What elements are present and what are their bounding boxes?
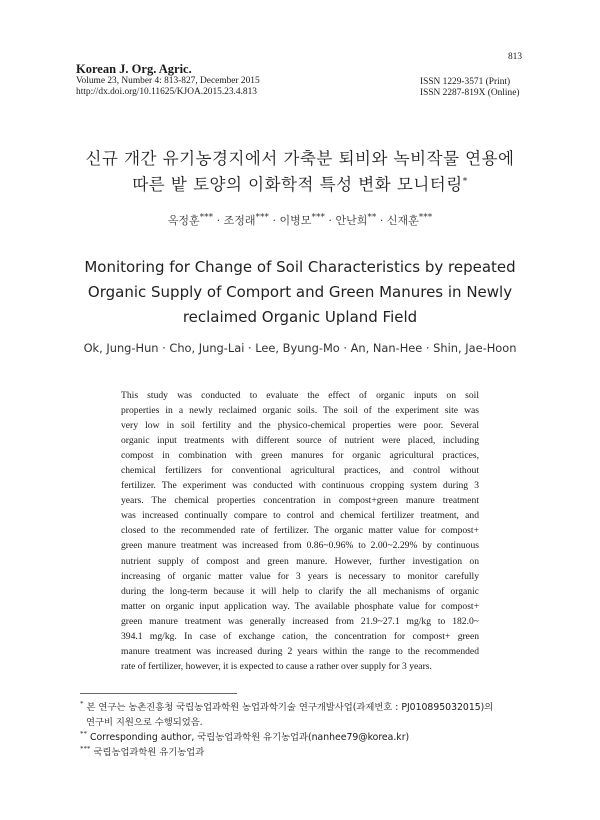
abstract-line: rate of fertilizer, however, it is expected to cause a rather over supply for 3 years. (121, 660, 432, 672)
english-title-line: Organic Supply of Comport and Green Manures in Newly (87, 283, 513, 301)
doi-link[interactable]: http://dx.doi.org/10.11625/KJOA.2015.23.4.813 (76, 86, 257, 97)
korean-authors (40, 212, 560, 228)
abstract-line: compost in combination with green manures for organic agricultural practices, (121, 450, 479, 462)
author-separator: · (213, 214, 224, 227)
abstract-line: properties in a newly reclaimed organic soils. The soil of the experiment site was (121, 405, 479, 417)
footnote-mark: * (80, 699, 84, 708)
abstract-line: chemical fertilizers for conventional agricultural practices, and control without (121, 465, 479, 477)
author-separator: · (269, 214, 280, 227)
footnote-divider (80, 693, 237, 694)
author-separator: · (376, 214, 387, 227)
abstract-line: years. The chemical properties concentration in compost+green manure treatment (121, 495, 479, 507)
abstract-line: was increased continually compare to control and chemical fertilizer treatment, and (121, 510, 479, 522)
footnote-funding (80, 700, 540, 715)
abstract-line: 394.1 mg/kg. In case of exchange cation, the concentration for compost+ green (121, 630, 479, 642)
footnote-text: 본 연구는 농촌진흥청 국립농업과학원 농업과학기술 연구개발사업(과제번호 : PJ010895032015)의 (86, 702, 494, 713)
abstract-line: organic input treatments with different source of nutrient were placed, including (121, 435, 479, 447)
author-ko: 이병모 (279, 214, 312, 227)
title-footnote-mark: * (462, 176, 468, 187)
footnote-text: 국립농업과학원 유기농업과 (93, 747, 205, 758)
author-mark: ** (367, 212, 377, 223)
footnote-corresponding (80, 730, 540, 745)
abstract-line: increasing of organic matter value for 3 years is necessary to monitor carefully (121, 570, 479, 582)
footnote-text: Corresponding author, 국립농업과학원 유기농업과(nanhee79@korea.kr) (90, 732, 410, 743)
korean-title (40, 146, 560, 198)
footnote-mark: *** (80, 744, 91, 753)
volume-line: Volume 23, Number 4: 813-827, December 2015 (76, 76, 260, 86)
abstract-line: during the long-term because it will help to clarify the all mechanisms of organic (121, 585, 479, 597)
abstract-line: green manure treatment was generally increased from 21.9~27.1 mg/kg to 182.0~ (121, 615, 479, 627)
english-title-line: Monitoring for Change of Soil Characteristics by repeated (84, 258, 516, 276)
author-separator: · (324, 214, 336, 227)
abstract-line: closed to the recommended rate of fertilizer. The organic matter value for compost+ (121, 525, 479, 537)
korean-title-line: 신규 개간 유기농경지에서 가축분 퇴비와 녹비작물 연용에 (85, 149, 515, 168)
abstract-line: This study was conducted to evaluate the effect of organic inputs on soil (121, 390, 479, 401)
page-number: 813 (507, 52, 522, 62)
author-mark: *** (255, 212, 270, 223)
author-mark: *** (418, 212, 433, 223)
english-title-line: reclaimed Organic Upland Field (182, 308, 418, 326)
author-mark: *** (199, 212, 214, 223)
author-ko: 옥정훈 (167, 214, 200, 227)
issn-online: ISSN 2287-819X (Online) (420, 87, 520, 98)
english-title (60, 255, 540, 330)
author-ko: 신재훈 (386, 214, 419, 227)
abstract-line: nutrient supply of compost and green manure. However, further investigation on (121, 555, 479, 567)
korean-title-line: 따른 밭 토양의 이화학적 특성 변화 모니터링* (132, 175, 468, 194)
issn-print: ISSN 1229-3571 (Print) (420, 77, 511, 87)
footnote-funding-cont: 연구비 지원으로 수행되었음. (86, 717, 203, 728)
abstract-line: fertilizer. The experiment was conducted with continuous cropping system during 3 (121, 480, 479, 492)
abstract-line: matter on organic input application way. The available phosphate value for compost+ (121, 600, 479, 612)
journal-name: Korean J. Org. Agric. (76, 62, 192, 76)
author-ko: 조정래 (223, 214, 256, 227)
issn-block (420, 77, 519, 98)
footnote-affiliation (80, 745, 540, 760)
abstract-line: green manure treatment was increased from 0.86~0.96% to 2.00~2.29% by continuous (121, 540, 479, 552)
abstract-line: very low in soil fertility and the physico-chemical properties were poor. Several (121, 420, 479, 432)
english-authors: Ok, Jung-Hun · Cho, Jung-Lai · Lee, Byung-Mo · An, Nan-Hee · Shin, Jae-Hoon (83, 341, 517, 355)
abstract-line: manure treatment was increased during 2 years within the range to the recommended (121, 645, 479, 657)
footnote-mark: ** (80, 729, 87, 738)
author-ko: 안난희 (335, 214, 368, 227)
abstract (121, 388, 479, 674)
author-mark: *** (311, 212, 325, 223)
footnotes (80, 700, 540, 760)
